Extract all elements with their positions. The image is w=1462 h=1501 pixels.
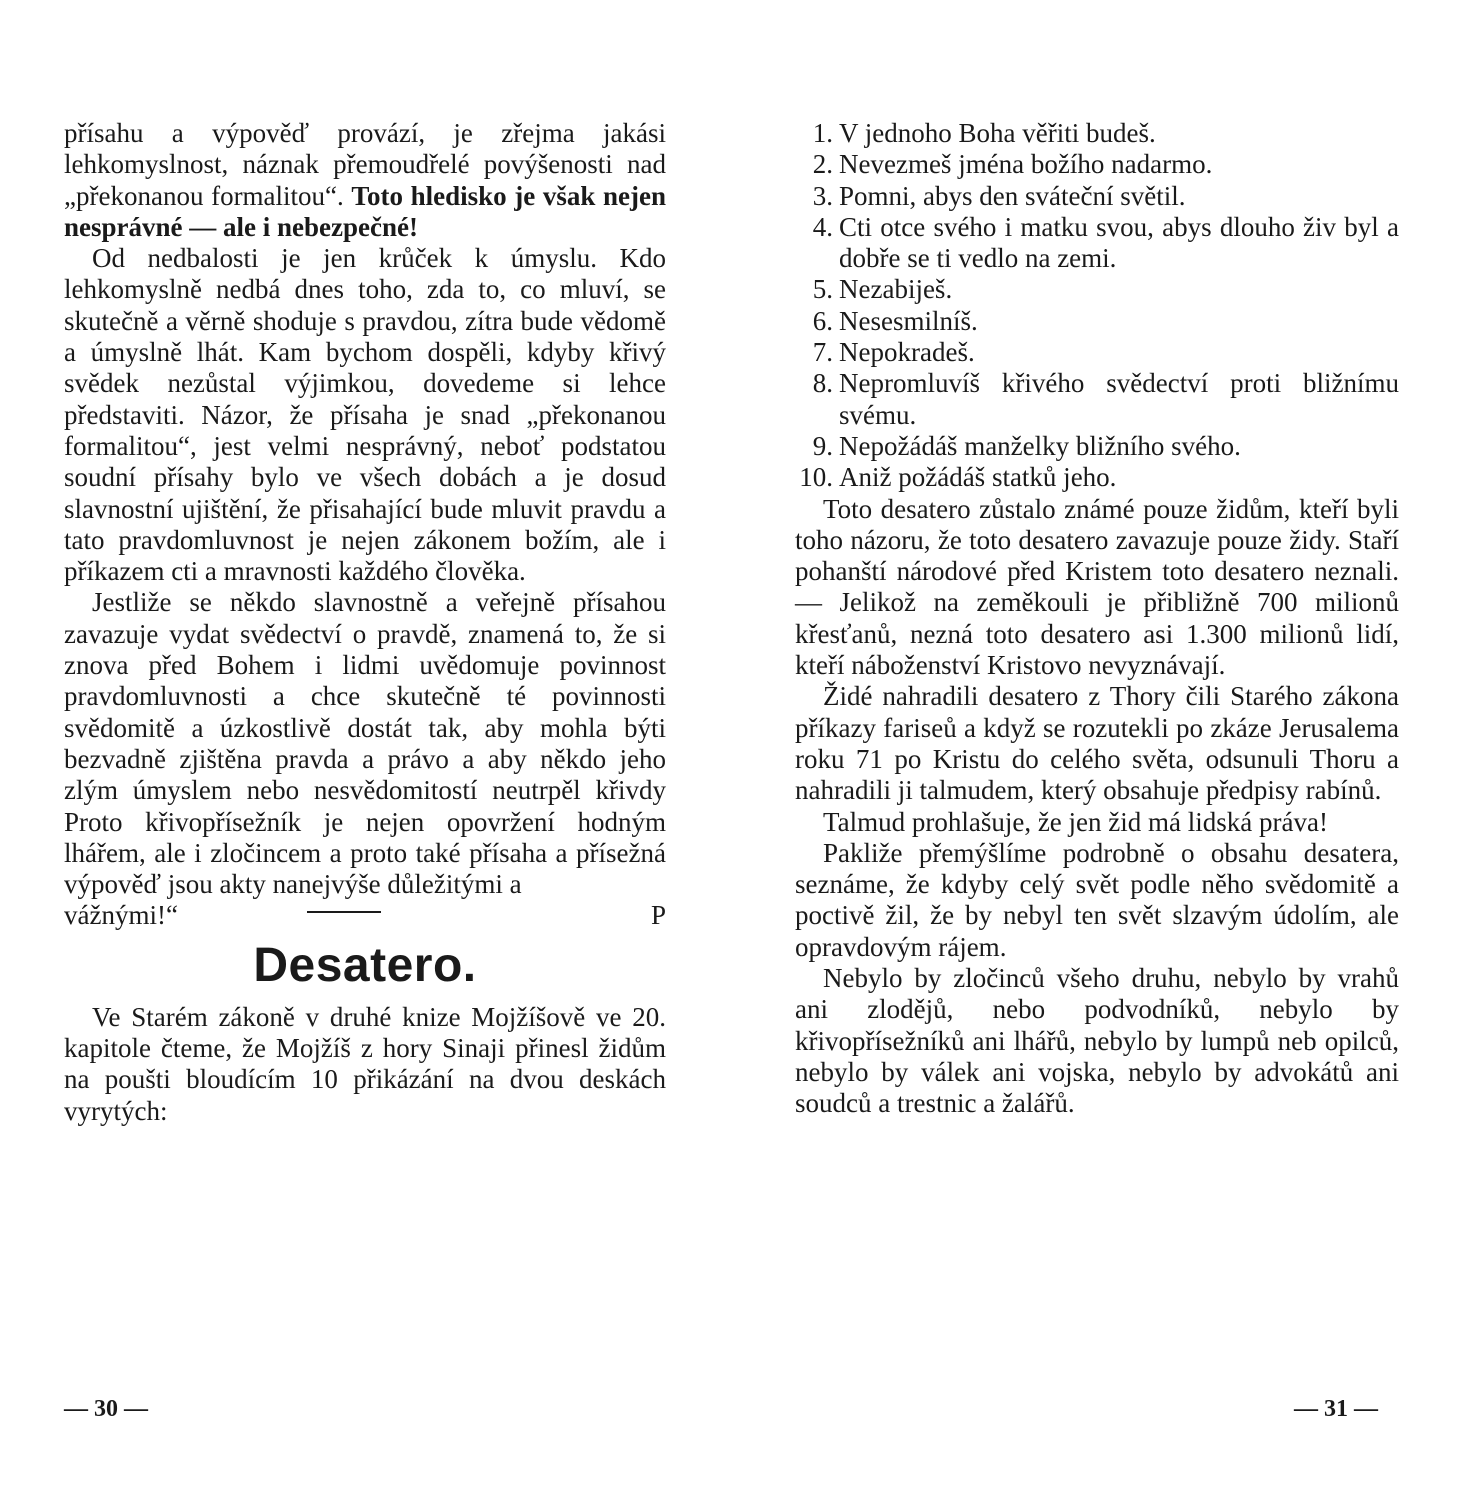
paragraph: Židé nahradili desatero z Thory čili Starého zákona příkazy fariseů a když se rozutekli po zkáze Jerusalema roku 71 po Kristu do celého světa, odsunuli Thoru a nahradili ji talmudem, který obsahuje předpisy rabínů. xyxy=(795,681,1399,806)
commandment-item xyxy=(795,306,1399,337)
commandment-text: Nezabiješ. xyxy=(839,274,953,305)
commandment-item xyxy=(795,118,1399,149)
commandment-text: Nesesmilníš. xyxy=(839,305,978,336)
left-text-column xyxy=(64,118,666,1127)
commandment-number: 3. xyxy=(812,180,833,211)
commandment-item xyxy=(795,462,1399,493)
page-number: — 31 — xyxy=(1294,1396,1378,1422)
paragraph: Jestliže se někdo slavnostně a veřejně přísahou zavazuje vydat svědectví o pravdě, znamená to, že si znova před Bohem i lidmi uvědomuje povinnost pravdomluvnosti a chce skutečně té povinnosti svědomitě a úzkostlivě dostát tak, aby mohla býti bezvadně zjištěna pravda a právo a aby někdo jeho zlým úmyslem nebo nesvědomitostí neutrpěl křivdy Proto křivopřísežník je nejen opovržení hodným lhářem, ale i zločincem a proto také přísaha a přísežná výpověď jsou akty nanejvýše důležitými a xyxy=(64,587,666,900)
commandment-item xyxy=(795,431,1399,462)
commandment-text: Nepožádáš manželky bližního svého. xyxy=(839,430,1241,461)
paragraph-end: vážnými!“ xyxy=(64,900,178,931)
paragraph: Toto desatero zůstalo známé pouze židům, kteří byli toho názoru, že toto desatero zavazuje pouze židy. Staří pohanští národové před Kristem toto desatero neznali. — Jelikož na zeměkouli je přibližně 700 milionů křesťanů, nezná toto desatero asi 1.300 milionů lidí, kteří náboženství Kristovo nevyznávají. xyxy=(795,493,1399,681)
commandment-number: 5. xyxy=(812,274,833,305)
commandment-item xyxy=(795,181,1399,212)
commandment-number: 7. xyxy=(812,337,833,368)
commandment-item xyxy=(795,149,1399,180)
bold-statement: Toto hledisko je však nejen nesprávné — ale i nebezpečné! xyxy=(64,180,666,242)
signature-line xyxy=(64,900,666,931)
paragraph: Talmud prohlašuje, že jen žid má lidská práva! xyxy=(823,806,1328,837)
commandment-text: V jednoho Boha věřiti budeš. xyxy=(839,118,1156,148)
commandment-item xyxy=(795,337,1399,368)
page-number: — 30 — xyxy=(64,1396,148,1422)
paragraph xyxy=(64,118,666,243)
section-heading: Desatero. xyxy=(253,938,477,992)
paragraph: Nebylo by zločinců všeho druhu, nebylo by vrahů ani zlodějů, nebo podvodníků, nebylo by křivopřísežníků ani lhářů, nebylo by lumpů neb opilců, nebylo by válek ani vojska, nebylo by advokátů ani soudců a trestnic a žalářů. xyxy=(795,963,1399,1119)
commandment-number: 6. xyxy=(812,305,833,336)
paragraph: Pakliže přemýšlíme podrobně o obsahu desatera, seznáme, že kdyby celý svět podle něho svědomitě a poctivě žil, že by nebyl ten svět slzavým údolím, ale opravdovým rájem. xyxy=(795,837,1399,962)
separator-rule xyxy=(307,911,381,913)
commandment-item xyxy=(795,274,1399,305)
commandment-number: 1. xyxy=(812,118,833,148)
paragraph-text: přísahu a výpověď provází, je zřejma jakási lehkomyslnost, náznak přemoudřelé povýšenosti nad „překonanou formalitou“. xyxy=(64,118,666,211)
commandment-number: 4. xyxy=(812,211,833,242)
commandment-number: 10. xyxy=(799,462,833,493)
commandment-text: Aniž požádáš statků jeho. xyxy=(839,462,1117,493)
commandment-number: 2. xyxy=(812,149,833,180)
commandment-number: 9. xyxy=(812,430,833,461)
right-text-column xyxy=(795,118,1399,1120)
paragraph: Od nedbalosti je jen krůček k úmyslu. Kdo lehkomyslně nedbá dnes toho, zda to, co mluví, se skutečně a věrně shoduje s pravdou, zítra bude vědomě a úmyslně lhát. Kam bychom dospěli, kdyby křivý svědek nezůstal výjimkou, dovedeme si lehce představiti. Názor, že přísaha je snad „překonanou formalitou“, jest velmi nesprávný, neboť podstatou soudní přísahy bylo ve všech dobách a je dosud slavnostní ujištění, že přisahající bude mluvit pravdu a tato pravdomluvnost je nejen zákonem božím, ale i příkazem cti a mravnosti každého člověka. xyxy=(64,243,666,587)
signature: P xyxy=(650,900,666,931)
right-page xyxy=(731,0,1462,1501)
commandment-text: Nepokradeš. xyxy=(839,337,975,368)
commandment-number: 8. xyxy=(812,368,833,399)
commandment-item xyxy=(795,368,1399,431)
commandments-list xyxy=(795,118,1399,494)
commandment-text: Pomni, abys den sváteční světil. xyxy=(839,180,1186,211)
commandment-item xyxy=(795,212,1399,275)
commandment-text: Nevezmeš jména božího nadarmo. xyxy=(839,149,1213,180)
commandment-text: Cti otce svého i matku svou, abys dlouho živ byl a dobře se ti vedlo na zemi. xyxy=(839,211,1399,274)
commandment-text: Nepromluvíš křivého svědectví proti bližnímu svému. xyxy=(839,368,1399,430)
paragraph: Ve Starém zákoně v druhé knize Mojžíšově ve 20. kapitole čteme, že Mojžíš z hory Sinaji přinesl židům na poušti bloudícím 10 přikázání na dvou deskách vyrytých: xyxy=(64,1001,666,1126)
